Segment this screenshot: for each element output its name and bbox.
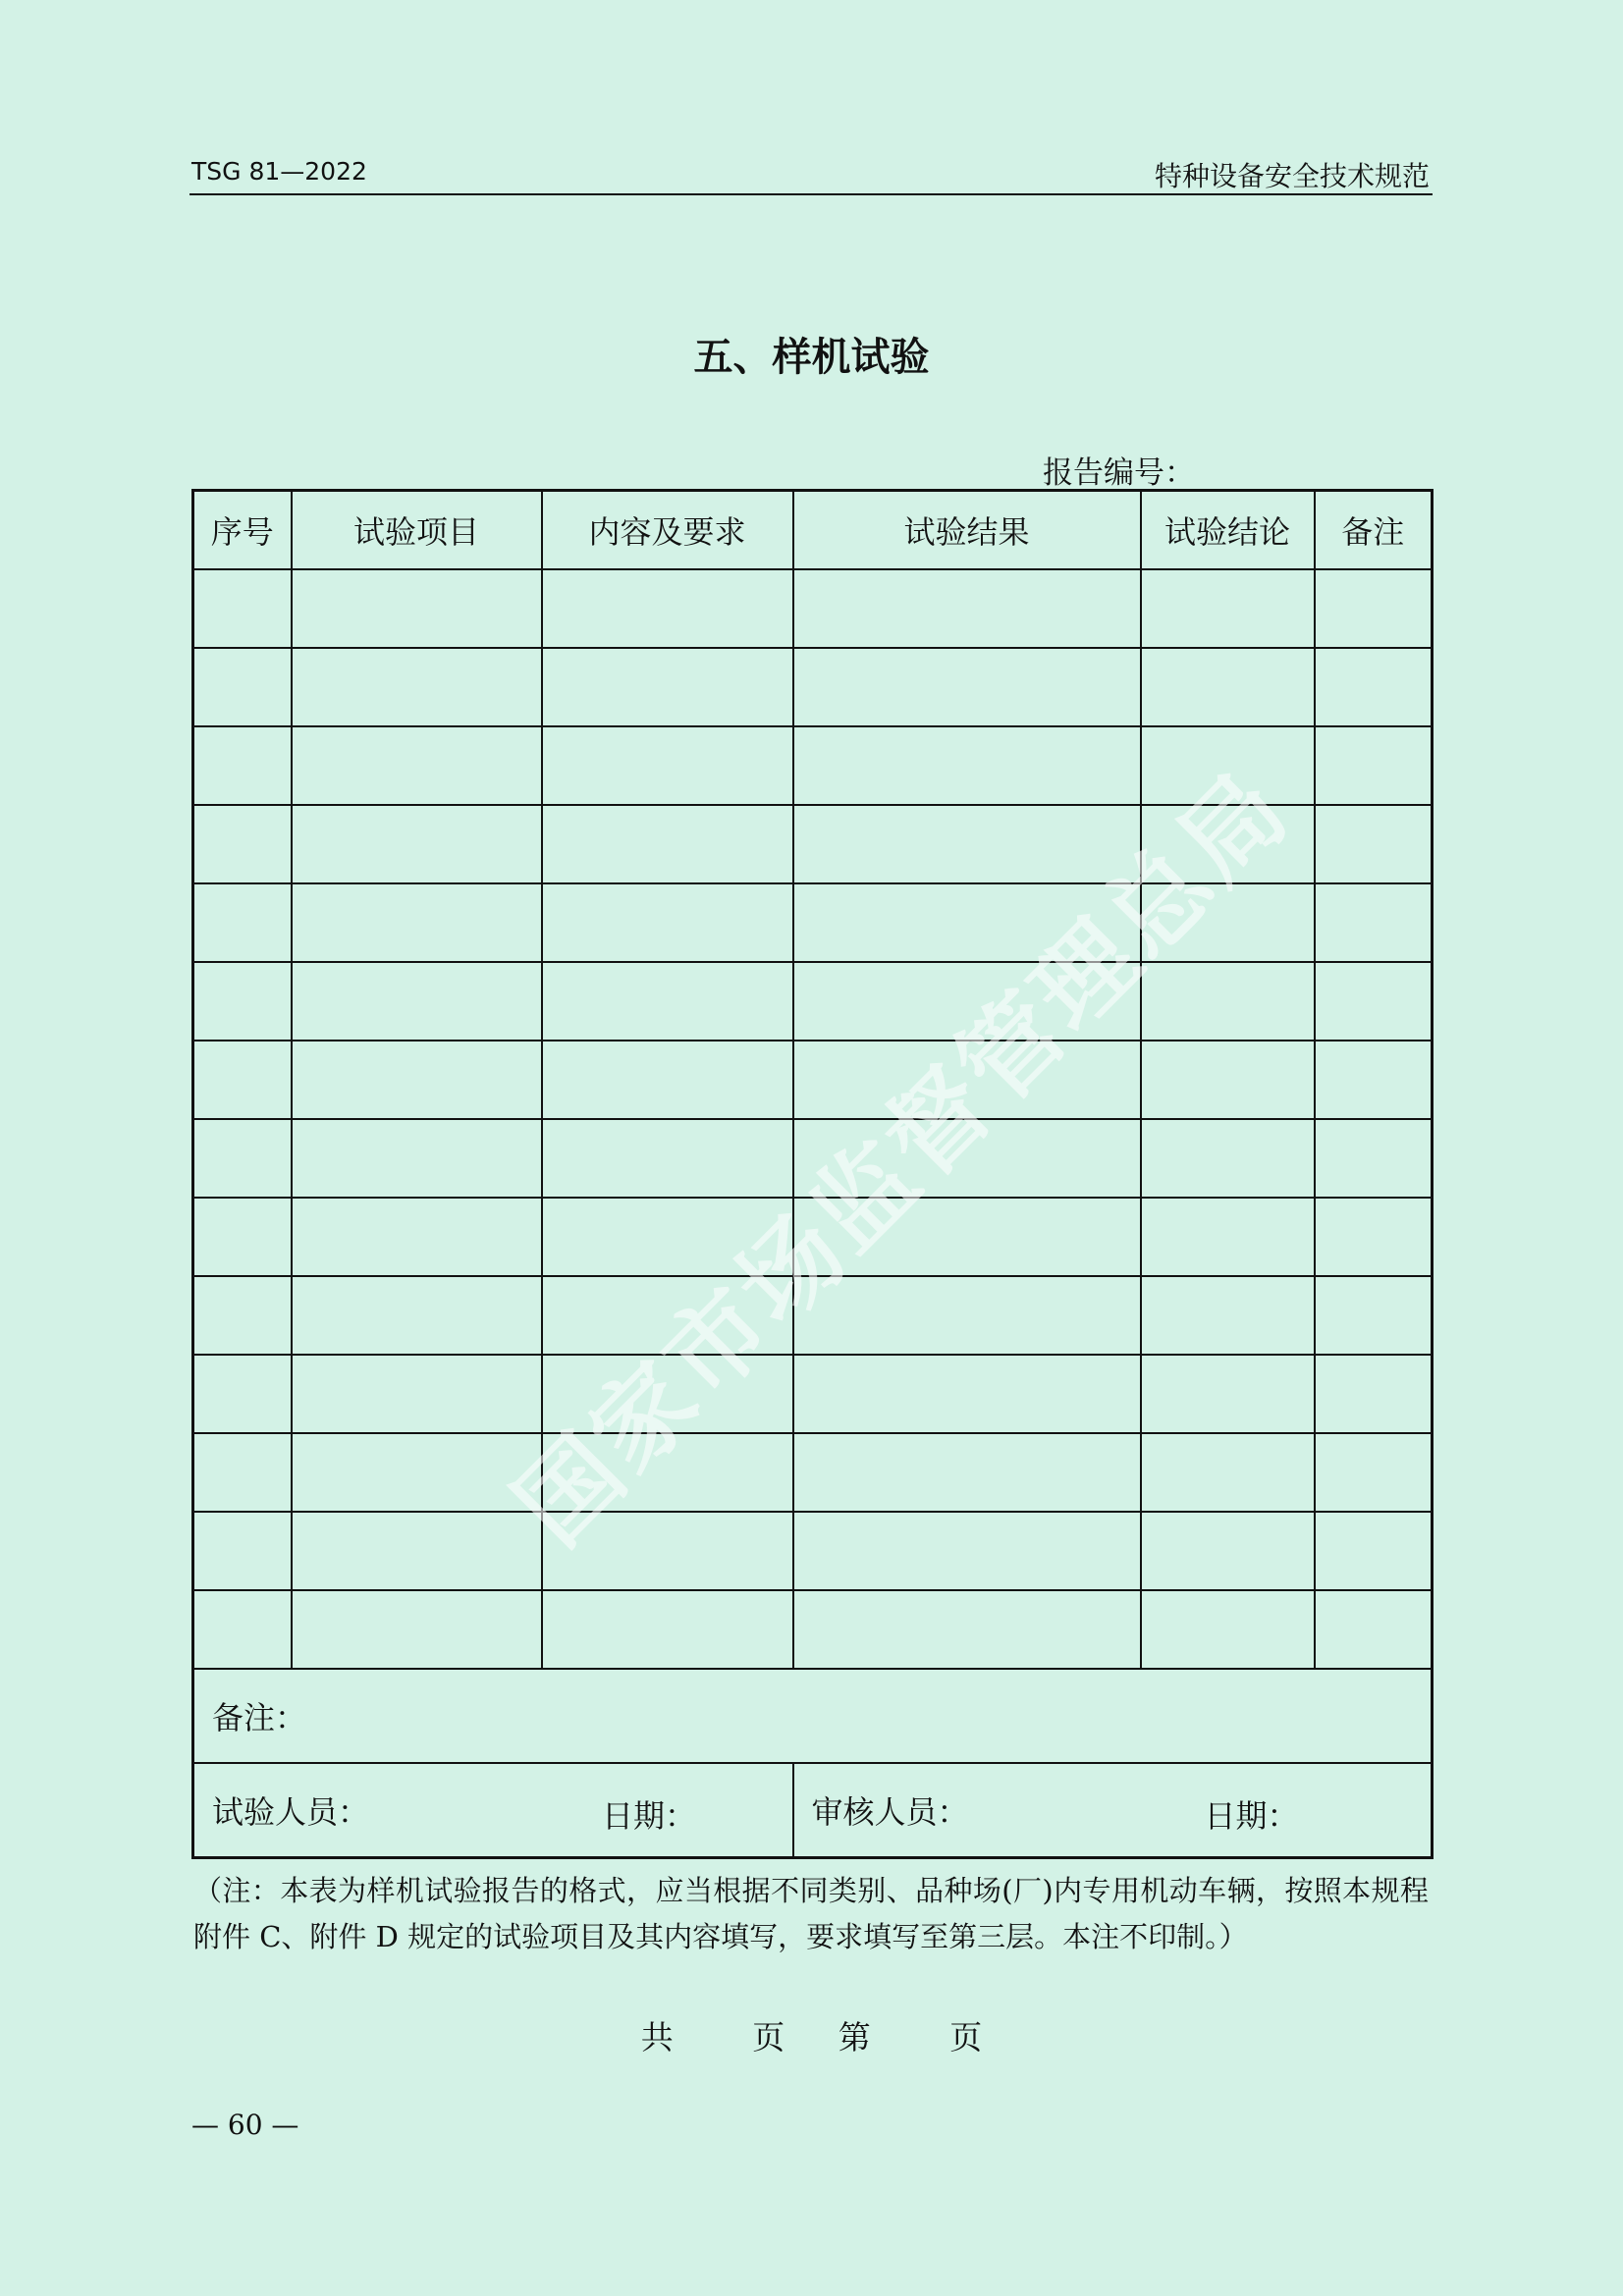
table-row [193,1198,1433,1276]
footnote: （注：本表为样机试验报告的格式，应当根据不同类别、品种场(厂)内专用机动车辆，按照本规程附件 C、附件 D 规定的试验项目及其内容填写，要求填写至第三层。本注不印制。） [193,1874,1429,1953]
report-number-label: 报告编号： [1043,455,1195,491]
table-cell [542,883,793,962]
table-cell [292,1041,542,1119]
table-cell [1315,1355,1433,1433]
tester-label: 试验人员： [212,1793,370,1831]
table-cell [542,1276,793,1355]
table-cell [1141,962,1315,1041]
table-cell [1141,1355,1315,1433]
table-cell [542,648,793,726]
table-cell [292,648,542,726]
table-cell [193,726,292,805]
table-header-row [193,491,1433,570]
table-cell [1141,883,1315,962]
table-cell [292,883,542,962]
table-row [193,1433,1433,1512]
table-cell [292,1119,542,1198]
table-cell [542,1512,793,1590]
header-doc-code: TSG 81—2022 [191,157,367,186]
table-cell [793,1355,1141,1433]
tester-cell [193,1763,793,1858]
table-row [193,1512,1433,1590]
table-row [193,648,1433,726]
table-cell [193,569,292,648]
table-cell [193,1590,292,1669]
table-cell [1315,726,1433,805]
signature-row [193,1763,1433,1858]
col-header-seq: 序号 [193,491,292,570]
table-cell [542,1119,793,1198]
table-cell [1315,1590,1433,1669]
table-cell [193,1041,292,1119]
table-cell [292,1276,542,1355]
table-cell [1141,1119,1315,1198]
table-cell [1141,1590,1315,1669]
table-cell [1141,726,1315,805]
remarks-label: 备注： [193,1669,1433,1763]
reviewer-cell [793,1763,1433,1858]
table-cell [542,1041,793,1119]
col-header-test-item: 试验项目 [292,491,542,570]
table-row [193,569,1433,648]
reviewer-label: 审核人员： [811,1793,969,1831]
header-rule [189,193,1433,195]
table-cell [1141,1512,1315,1590]
table-cell [1141,648,1315,726]
table-cell [793,1119,1141,1198]
table-cell [193,962,292,1041]
watermark: 国家市场监督管理总局 [494,749,1313,1568]
table-cell [793,962,1141,1041]
page-title: 五、样机试验 [693,335,930,380]
page-unit-label-1: 页 [752,2018,785,2056]
table-cell [193,1512,292,1590]
col-header-remark: 备注 [1315,491,1433,570]
table-cell [793,1433,1141,1512]
table-cell [793,883,1141,962]
table-cell [1141,569,1315,648]
table-cell [1315,1276,1433,1355]
table-cell [1315,1433,1433,1512]
table-cell [793,1198,1141,1276]
col-header-result: 试验结果 [793,491,1141,570]
table-cell [793,1512,1141,1590]
table-cell [542,962,793,1041]
table-cell [193,1119,292,1198]
table-cell [793,726,1141,805]
table-cell [292,726,542,805]
page-total-label: 共 [640,2018,674,2056]
remarks-row [193,1669,1433,1763]
table-cell [1315,648,1433,726]
table-cell [1315,805,1433,883]
table-cell [193,1276,292,1355]
table-cell [1315,1119,1433,1198]
page-current-label: 第 [838,2018,871,2056]
table-row [193,1119,1433,1198]
table-cell [542,805,793,883]
table-cell [793,1276,1141,1355]
table-cell [793,648,1141,726]
reviewer-date-label: 日期： [1204,1797,1299,1835]
table-cell [1315,962,1433,1041]
table-cell [292,1590,542,1669]
tester-date-label: 日期： [602,1797,697,1835]
table-cell [793,569,1141,648]
table-cell [793,1590,1141,1669]
table-row [193,1355,1433,1433]
table-cell [193,805,292,883]
table-cell [193,883,292,962]
table-cell [542,1355,793,1433]
table-cell [193,1355,292,1433]
table-cell [292,1433,542,1512]
col-header-content: 内容及要求 [542,491,793,570]
table-cell [292,1512,542,1590]
table-cell [292,1198,542,1276]
table-cell [1315,883,1433,962]
table-row [193,1041,1433,1119]
table-cell [1315,1198,1433,1276]
table-cell [193,1433,292,1512]
table-cell [1315,1041,1433,1119]
table-row [193,726,1433,805]
page-number: — 60 — [191,2109,299,2141]
header-doc-category: 特种设备安全技术规范 [1154,160,1430,192]
table-body [193,569,1433,1669]
table-row [193,1276,1433,1355]
table-cell [292,962,542,1041]
table-cell [1141,1198,1315,1276]
table-cell [542,1198,793,1276]
table-cell [292,805,542,883]
table-cell [793,805,1141,883]
table-cell [1141,1041,1315,1119]
table-row [193,962,1433,1041]
table-cell [542,1590,793,1669]
table-row [193,805,1433,883]
table-cell [542,569,793,648]
table-cell [1141,1276,1315,1355]
table-row [193,1590,1433,1669]
table-row [193,883,1433,962]
sample-test-table [191,489,1434,1859]
table-cell [292,1355,542,1433]
table-cell [292,569,542,648]
page-count-line [0,2012,1623,2058]
table-cell [1141,1433,1315,1512]
table-cell [542,1433,793,1512]
table-cell [193,1198,292,1276]
table-cell [793,1041,1141,1119]
table-cell [193,648,292,726]
table-cell [1141,805,1315,883]
col-header-conclusion: 试验结论 [1141,491,1315,570]
table-cell [1315,1512,1433,1590]
table-cell [1315,569,1433,648]
table-cell [542,726,793,805]
page-unit-label-2: 页 [949,2018,983,2056]
